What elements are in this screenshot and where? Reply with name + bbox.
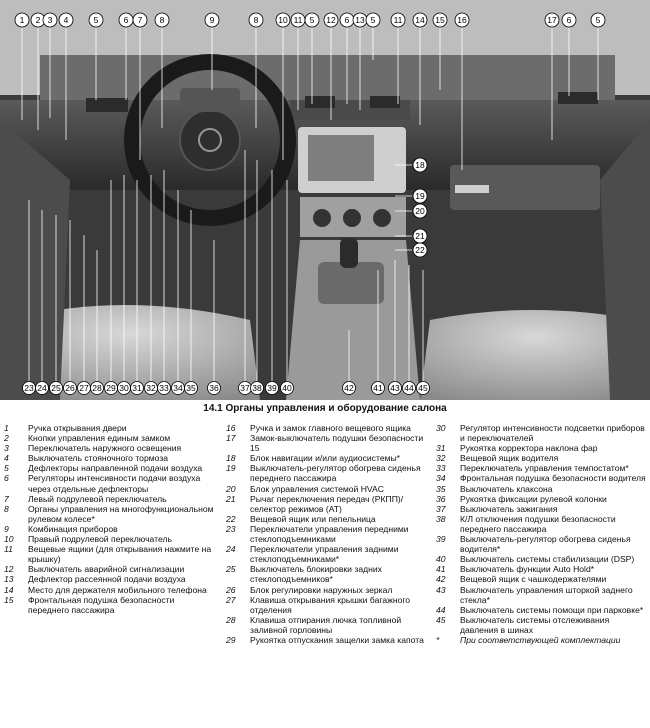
legend-number: 30 — [436, 423, 446, 433]
legend-number: 15 — [4, 594, 14, 605]
legend-text: Переключатели управления передними стеклоподъемниками — [250, 523, 409, 545]
legend-item — [226, 494, 424, 514]
legend-text: Рукоятка корректора наклона фар — [460, 443, 598, 454]
callout-bottom-label: 39 — [267, 383, 277, 394]
callout-top-label: 16 — [457, 15, 467, 26]
callout-top-label: 6 — [344, 15, 350, 26]
legend-item — [4, 423, 216, 433]
legend-number: 24 — [226, 544, 236, 555]
callout-bottom-label: 25 — [51, 383, 61, 394]
callout-top-label: 13 — [355, 15, 365, 26]
legend-text: К/Л отключения подушки безопасности переднего пассажира — [460, 513, 616, 534]
callout-side-label: 20 — [415, 206, 425, 217]
legend-text: Выключатель функции Auto Hold* — [460, 564, 595, 575]
legend-item — [4, 564, 216, 574]
legend-column-1 — [4, 423, 216, 615]
callout-top-label: 5 — [309, 15, 315, 26]
legend-text: Место для держателя мобильного телефона — [28, 584, 207, 595]
callout-bottom-label: 35 — [186, 383, 196, 394]
legend-item — [226, 463, 424, 483]
legend-text: Выключатель системы помощи при парковке* — [460, 604, 644, 615]
legend-number: 43 — [436, 584, 446, 595]
callout-top-label: 10 — [278, 15, 288, 26]
legend-text: Блок регулировки наружных зеркал — [250, 584, 393, 595]
callout-top-label: 11 — [293, 15, 303, 26]
legend-text: Правый подрулевой переключатель — [28, 534, 172, 545]
legend-text: Выключатель клаксона — [460, 483, 553, 494]
legend-column-3 — [436, 423, 646, 645]
callout-side-label: 19 — [415, 191, 425, 202]
callout-side-label: 21 — [415, 231, 425, 242]
legend-text: Выключатель-регулятор обогрева сиденья водителя* — [460, 534, 631, 555]
legend-item — [4, 443, 216, 453]
legend-text: Выключатель управления шторкой заднего стекла* — [460, 584, 633, 605]
callout-top-label: 11 — [393, 15, 403, 26]
legend-text: Органы управления на многофункциональном рулевом колесе* — [28, 503, 214, 524]
legend-number: 17 — [226, 433, 236, 444]
legend-item — [436, 443, 646, 453]
callout-bottom-label: 41 — [373, 383, 383, 394]
legend-number: 26 — [226, 584, 236, 595]
legend-number: 8 — [4, 503, 9, 514]
legend-text: Переключатель управления темпостатом* — [460, 463, 629, 474]
legend-text: Переключатели управления задними стеклоподъемниками* — [250, 544, 399, 565]
legend-number: 9 — [4, 523, 9, 534]
callout-top-label: 2 — [35, 15, 41, 26]
legend-text: Рукоятка фиксации рулевой колонки — [460, 493, 607, 504]
legend-number: 2 — [4, 433, 9, 444]
legend-number: 45 — [436, 614, 446, 625]
legend-number: 28 — [226, 614, 236, 625]
legend-text: Выключатель блокировки задних стеклоподъемников* — [250, 564, 382, 585]
callout-bottom-label: 33 — [159, 383, 169, 394]
legend-text: Клавиша отпирания лючка топливной заливной горловины — [250, 614, 402, 635]
legend-item — [226, 564, 424, 584]
callout-bottom-label: 37 — [240, 383, 250, 394]
legend-text: Регулятор интенсивности подсветки приборов и переключателей — [460, 423, 645, 444]
legend-item — [4, 494, 216, 504]
callout-bottom-label: 31 — [132, 383, 142, 394]
legend-item — [226, 433, 424, 453]
callout-top-label: 8 — [159, 15, 165, 26]
callout-top-label: 5 — [370, 15, 376, 26]
legend-item — [226, 453, 424, 463]
legend-number: 25 — [226, 564, 236, 575]
legend-number: 37 — [436, 503, 446, 514]
legend-text: Клавиша открывания крышки багажного отделения — [250, 594, 411, 615]
legend-number: 13 — [4, 574, 14, 585]
callout-bottom-label: 27 — [79, 383, 89, 394]
legend-number: 44 — [436, 604, 446, 615]
callout-bottom-label: 28 — [92, 383, 102, 394]
callout-top-label: 4 — [63, 15, 69, 26]
legend-item — [436, 463, 646, 473]
legend-number: 10 — [4, 534, 14, 545]
legend-item — [436, 494, 646, 504]
callout-top-label: 15 — [435, 15, 445, 26]
legend-item — [4, 574, 216, 584]
callout-top-label: 5 — [595, 15, 601, 26]
legend-item — [436, 564, 646, 574]
legend-text: Переключатель наружного освещения — [28, 443, 182, 454]
legend-number: 39 — [436, 534, 446, 545]
legend-text: Вещевой ящик или пепельница — [250, 513, 376, 524]
legend-number: 7 — [4, 493, 9, 504]
legend-number: 29 — [226, 634, 236, 645]
legend-item — [4, 453, 216, 463]
legend-item — [4, 504, 216, 524]
callout-top-label: 12 — [326, 15, 336, 26]
callout-top-label: 6 — [123, 15, 129, 26]
callout-top-label: 1 — [19, 15, 25, 26]
callout-bottom-label: 24 — [37, 383, 47, 394]
legend-text: Выключатель-регулятор обогрева сиденья переднего пассажира — [250, 463, 421, 484]
legend-number: 41 — [436, 564, 446, 575]
legend-number: 21 — [226, 493, 236, 504]
legend-number: 38 — [436, 513, 446, 524]
legend-number: 32 — [436, 453, 446, 464]
legend-item — [436, 423, 646, 443]
legend-number: 33 — [436, 463, 446, 474]
legend-number: 35 — [436, 483, 446, 494]
callout-top-label: 17 — [547, 15, 557, 26]
legend-number: 12 — [4, 564, 14, 575]
footnote — [436, 635, 646, 645]
legend-item — [436, 605, 646, 615]
legend-text: Выключатель системы стабилизации (DSP) — [460, 554, 635, 565]
legend-number: 4 — [4, 453, 9, 464]
legend-number: 14 — [4, 584, 14, 595]
callout-bottom-label: 38 — [252, 383, 262, 394]
legend-item — [436, 473, 646, 483]
callout-side-label: 22 — [415, 245, 425, 256]
legend-item — [436, 534, 646, 554]
legend-text: Ручка и замок главного вещевого ящика — [250, 423, 411, 433]
legend-number: 18 — [226, 453, 236, 464]
legend-number: 36 — [436, 493, 446, 504]
callout-bottom-label: 44 — [404, 383, 414, 394]
legend-text: Выключатель системы отслеживания давления в шинах — [460, 614, 610, 635]
legend-number: 42 — [436, 574, 446, 585]
legend-number: 20 — [226, 483, 236, 494]
legend-text: Дефлектор рассеянной подачи воздуха — [28, 574, 186, 585]
legend-item — [226, 585, 424, 595]
legend-item — [226, 484, 424, 494]
callout-top-label: 14 — [415, 15, 425, 26]
callout-bottom-label: 34 — [173, 383, 183, 394]
legend-text: Ручка открывания двери — [28, 423, 127, 433]
legend-text: Регуляторы интенсивности подачи воздуха через отдельные дефлекторы — [28, 473, 201, 494]
callout-bottom-label: 26 — [65, 383, 75, 394]
legend-item — [4, 463, 216, 473]
callout-bottom-label: 30 — [119, 383, 129, 394]
figure-caption: 14.1 Органы управления и оборудование салона — [203, 403, 447, 414]
legend-item — [226, 524, 424, 544]
legend-text: Дефлекторы направленной подачи воздуха — [28, 463, 203, 474]
legend-number: 27 — [226, 594, 236, 605]
callout-bottom-label: 40 — [282, 383, 292, 394]
legend-text: Рычаг переключения передач (РКПП)/селектор режимов (АТ) — [250, 493, 404, 514]
callout-bottom-label: 45 — [418, 383, 428, 394]
callout-bottom-label: 43 — [390, 383, 400, 394]
legend-text: Фронтальная подушка безопасности водителя — [460, 473, 646, 484]
legend-item — [226, 635, 424, 645]
callout-top-label: 9 — [209, 15, 215, 26]
legend-text: Выключатель стояночного тормоза — [28, 453, 169, 464]
legend-item — [226, 615, 424, 635]
callout-bottom-label: 23 — [24, 383, 34, 394]
gear-lever-boot — [318, 262, 384, 304]
legend-item — [436, 484, 646, 494]
legend-text: Левый подрулевой переключатель — [28, 493, 167, 504]
callout-top-label: 6 — [566, 15, 572, 26]
callout-top-label: 8 — [253, 15, 259, 26]
legend-item — [226, 544, 424, 564]
legend-number: 3 — [4, 443, 9, 454]
legend-text: Выключатель аварийной сигнализации — [28, 564, 185, 575]
legend-text: Фронтальная подушка безопасности переднего пассажира — [28, 594, 175, 615]
legend-item — [226, 423, 424, 433]
legend-text: Выключатель зажигания — [460, 503, 558, 514]
legend-item — [4, 473, 216, 493]
legend-number: 34 — [436, 473, 446, 484]
legend-text: Рукоятка отпускания защелки замка капота — [250, 634, 424, 645]
legend-item — [436, 453, 646, 463]
navigation-screen — [308, 135, 374, 181]
callout-top-label: 5 — [93, 15, 99, 26]
legend-number: 5 — [4, 463, 9, 474]
legend-text: Замок-выключатель подушки безопасности 15 — [250, 433, 424, 454]
legend-item — [436, 504, 646, 514]
callout-top-label: 3 — [47, 15, 53, 26]
callout-bottom-label: 29 — [106, 383, 116, 394]
callout-bottom-label: 32 — [146, 383, 156, 394]
legend-text: Вещевой ящик с чашкодержателями — [460, 574, 607, 585]
legend-item — [226, 514, 424, 524]
legend-text: Вещевые ящики (для открывания нажмите на крышку) — [28, 544, 212, 565]
callout-bottom-label: 42 — [344, 383, 354, 394]
legend-item — [4, 433, 216, 443]
legend-number: 16 — [226, 423, 236, 433]
legend-item — [4, 544, 216, 564]
legend-item — [436, 554, 646, 564]
legend-item — [4, 524, 216, 534]
footnote-mark: * — [436, 634, 440, 645]
legend-item — [226, 595, 424, 615]
legend-number: 11 — [4, 544, 13, 555]
legend-item — [436, 574, 646, 584]
legend-number: 31 — [436, 443, 446, 454]
legend-number: 6 — [4, 473, 9, 484]
callout-side-label: 18 — [415, 160, 425, 171]
legend-number: 23 — [226, 523, 236, 534]
legend-text: Блок управления системой HVAC — [250, 483, 384, 494]
legend-number: 40 — [436, 554, 446, 565]
legend-column-2 — [226, 423, 424, 645]
legend-text: Блок навигации и/или аудиосистемы* — [250, 453, 401, 464]
legend-number: 22 — [226, 513, 236, 524]
legend-number: 1 — [4, 423, 9, 433]
legend-text: Вещевой ящик водителя — [460, 453, 559, 464]
legend-item — [4, 595, 216, 615]
callout-top-label: 7 — [137, 15, 143, 26]
legend-text: Кнопки управления единым замком — [28, 433, 171, 444]
legend-item — [4, 585, 216, 595]
legend-text: Комбинация приборов — [28, 523, 118, 534]
footnote-text: При соответствующей комплектации — [460, 634, 621, 645]
callout-bottom-label: 36 — [209, 383, 219, 394]
legend-item — [436, 585, 646, 605]
legend-item — [436, 514, 646, 534]
legend-number: 19 — [226, 463, 236, 474]
legend-item — [4, 534, 216, 544]
legend-item — [436, 615, 646, 635]
